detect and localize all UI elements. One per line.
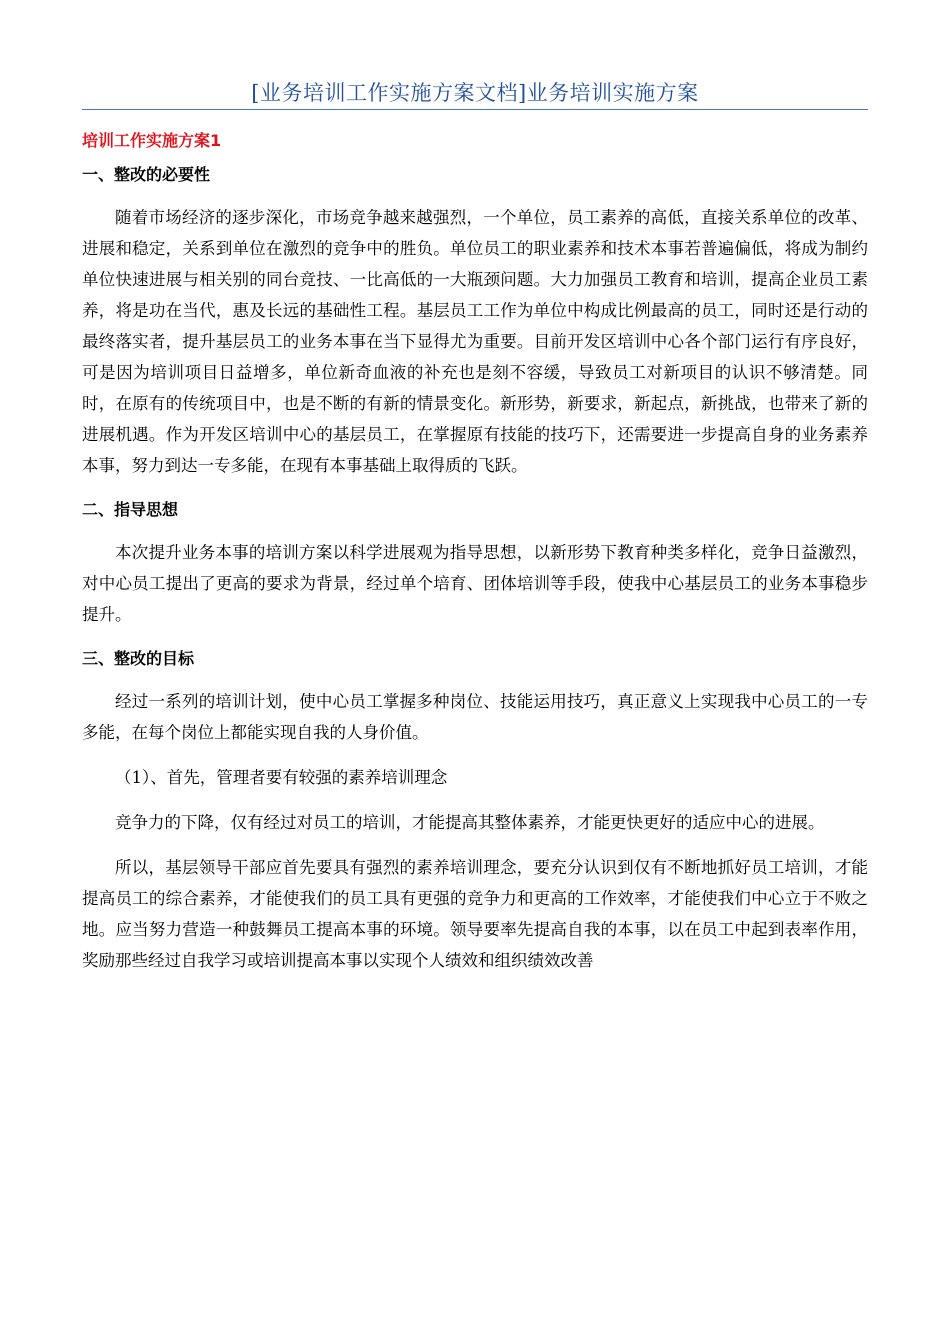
subheading-paragraph: （1）、首先，管理者要有较强的素养培训理念 — [115, 768, 448, 787]
document-body — [82, 128, 868, 976]
paragraph: 随着市场经济的逐步深化，市场竞争越来越强烈，一个单位，员工素养的高低，直接关系单位的改革、进展和稳定，关系到单位在激烈的竞争中的胜负。单位员工的职业素养和技术本事若普遍偏低，将成为制约单位快速进展与相关别的同台竞技、一比高低的一大瓶颈问题。大力加强员工教育和培训，提高企业员工素养，将是功在当代，惠及长远的基础性工程。基层员工工作为单位中构成比例最高的员工，同时还是行动的最终落实者，提升基层员工的业务本事在当下显得尤为重要。目前开发区培训中心各个部门运行有序良好，可是因为培训项目日益增多，单位新奇血液的补充也是刻不容缓，导致员工对新项目的认识不够清楚。同时，在原有的传统项目中，也是不断的有新的情景变化。新形势，新要求，新起点，新挑战，也带来了新的进展机遇。作为开发区培训中心的基层员工，在掌握原有技能的技巧下，还需要进一步提高自身的业务素养本事，努力到达一专多能，在现有本事基础上取得质的飞跃。 — [82, 208, 868, 475]
paragraph: 本次提升业务本事的培训方案以科学进展观为指导思想，以新形势下教育种类多样化，竞争日益激烈，对中心员工提出了更高的要求为背景，经过单个培育、团体培训等手段，使我中心基层员工的业务本事稳步提升。 — [82, 543, 868, 624]
section-heading-necessity: 一、整改的必要性 — [82, 165, 211, 184]
running-header: [业务培训工作实施方案文档]业务培训实施方案 — [251, 81, 699, 105]
paragraph: 经过一系列的培训计划，使中心员工掌握多种岗位、技能运用技巧，真正意义上实现我中心员工的一专多能，在每个岗位上都能实现自我的人身价值。 — [82, 692, 868, 742]
paragraph: 所以，基层领导干部应首先要具有强烈的素养培训理念，要充分认识到仅有不断地抓好员工培训，才能提高员工的综合素养，才能使我们的员工具有更强的竞争力和更高的工作效率，才能使我们中心立于不败之地。应当努力营造一种鼓舞员工提高本事的环境。领导要率先提高自我的本事，以在员工中起到表率作用，奖励那些经过自我学习或培训提高本事以实现个人绩效和组织绩效改善 — [82, 858, 868, 970]
paragraph: 竞争力的下降，仅有经过对员工的培训，才能提高其整体素养，才能更快更好的适应中心的进展。 — [115, 813, 825, 832]
document-title: 培训工作实施方案1 — [82, 131, 222, 150]
section-heading-guiding-thought: 二、指导思想 — [82, 500, 179, 519]
section-heading-goals: 三、整改的目标 — [82, 649, 195, 668]
header-divider — [82, 109, 868, 110]
